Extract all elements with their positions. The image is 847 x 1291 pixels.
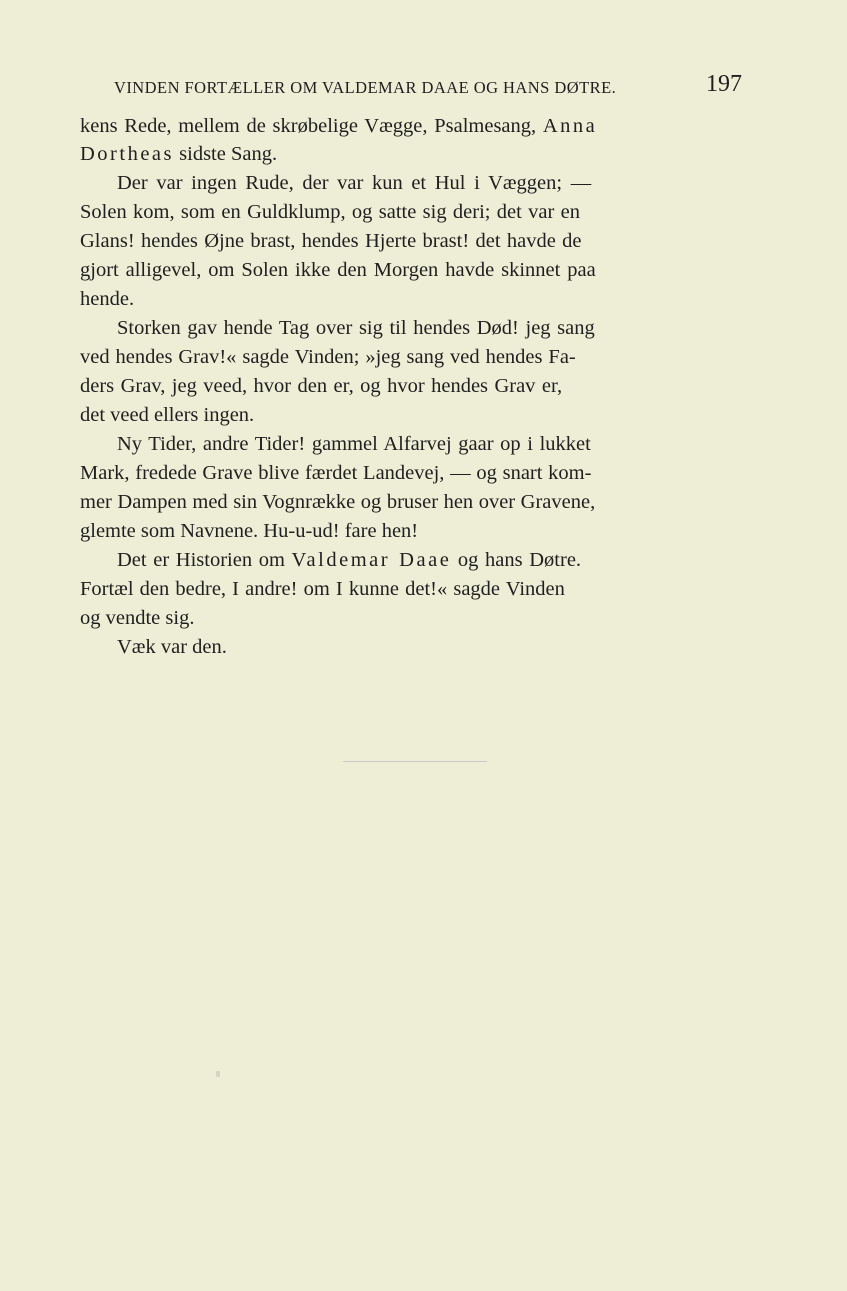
text-line: [80, 198, 580, 227]
spaced-name: Dortheas: [80, 143, 175, 165]
text-line: [80, 227, 582, 256]
text-run: kens Rede, mellem de skrøbelige Vægge, Psalmesang,: [80, 115, 543, 137]
text-line: [80, 140, 277, 169]
text-run: det veed ellers ingen.: [80, 404, 255, 426]
text-run: glemte som Navnene. Hu-u-ud! fare hen!: [80, 520, 419, 542]
text-run: Ny Tider, andre Tider! gammel Alfarvej gaar op i lukket: [117, 433, 591, 455]
text-line: [80, 285, 134, 314]
text-run: Fortæl den bedre, I andre! om I kunne det!« sagde Vinden: [80, 578, 565, 600]
text-run: sidste Sang.: [174, 143, 278, 165]
end-rule: [343, 761, 487, 762]
text-run: ved hendes Grav!« sagde Vinden; »jeg sang ved hendes Fa-: [80, 346, 576, 368]
text-run: og hans Døtre.: [451, 549, 582, 571]
paper-speck: [216, 1071, 220, 1077]
text-run: Der var ingen Rude, der var kun et Hul i Væggen; —: [117, 172, 592, 194]
text-line: [80, 256, 596, 285]
text-line: [80, 575, 565, 604]
spaced-name: Anna: [542, 115, 598, 137]
text-line: [80, 112, 597, 141]
text-line: [80, 401, 254, 430]
text-line: [80, 459, 591, 488]
text-run: Glans! hendes Øjne brast, hendes Hjerte brast! det havde de: [80, 230, 582, 252]
text-run: mer Dampen med sin Vognrække og bruser hen over Gravene,: [80, 491, 596, 513]
text-run: Storken gav hende Tag over sig til hendes Død! jeg sang: [117, 317, 595, 339]
text-line: [80, 488, 595, 517]
text-run: Solen kom, som en Guldklump, og satte sig deri; det var en: [80, 201, 581, 223]
text-line: [117, 633, 227, 662]
text-line: [117, 430, 591, 459]
text-line: [117, 546, 581, 575]
text-line: [80, 517, 418, 546]
text-line: [80, 372, 562, 401]
text-run: ders Grav, jeg veed, hvor den er, og hvor hendes Grav er,: [80, 375, 563, 397]
text-line: [117, 314, 595, 343]
text-line: [80, 343, 576, 372]
text-run: Væk var den.: [117, 636, 227, 658]
text-run: og vendte sig.: [80, 607, 195, 629]
running-head: [80, 70, 745, 104]
text-run: gjort alligevel, om Solen ikke den Morgen havde skinnet paa: [80, 259, 596, 281]
text-line: [80, 604, 194, 633]
running-title: VINDEN FORTÆLLER OM VALDEMAR DAAE OG HANS DØTRE.: [114, 78, 617, 97]
text-run: hende.: [80, 288, 135, 310]
text-run: Det er Historien om: [117, 549, 292, 571]
spaced-name: Valdemar Daae: [291, 549, 452, 571]
text-run: Mark, fredede Grave blive færdet Landevej, — og snart kom-: [80, 462, 592, 484]
text-line: [117, 169, 591, 198]
page-number: 197: [706, 71, 742, 97]
